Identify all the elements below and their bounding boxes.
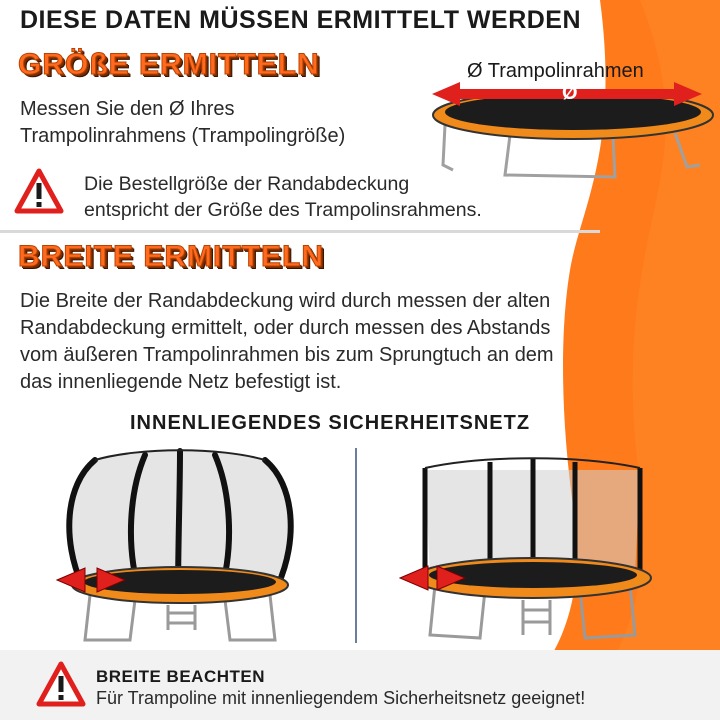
width-instruction-line2: Randabdeckung ermittelt, oder durch messen des Abstands [20,317,551,339]
net-section-title: INNENLIEGENDES SICHERHEITSNETZ [130,412,531,434]
footer-text: Für Trampoline mit innenliegendem Sicherheitsnetz geeignet! [96,688,586,708]
size-warning-line2: entspricht der Größe des Trampolinsrahmens. [84,199,482,221]
images-divider [355,448,357,643]
size-instruction-line1: Messen Sie den Ø Ihres [20,98,235,120]
width-heading: BREITE ERMITTELN [18,240,324,273]
size-warning-line1: Die Bestellgröße der Randabdeckung [84,173,410,195]
width-instruction [20,288,554,396]
size-heading: GRÖßE ERMITTELN [18,48,320,81]
size-warning-text [84,171,482,223]
width-instruction-line3: vom äußeren Trampolinrahmen bis zum Sprungtuch an dem [20,344,554,366]
width-instruction-line4: das innenliegende Netz befestigt ist. [20,371,342,393]
page-title: DIESE DATEN MÜSSEN ERMITTELT WERDEN [20,6,582,34]
diameter-label: Ø Trampolinrahmen [467,60,644,82]
size-instruction-line2: Trampolinrahmens (Trampolingröße) [20,125,346,147]
trampoline-straight-net-image [395,450,670,650]
trampoline-curved-net-image [50,445,310,650]
footer-title: BREITE BEACHTEN [96,667,266,686]
diameter-symbol: Ø [562,82,578,104]
warning-triangle-icon [14,168,64,214]
width-instruction-line1: Die Breite der Randabdeckung wird durch messen der alten [20,290,551,312]
section-divider [0,230,600,233]
warning-triangle-icon [36,661,86,707]
size-instruction [20,96,345,150]
